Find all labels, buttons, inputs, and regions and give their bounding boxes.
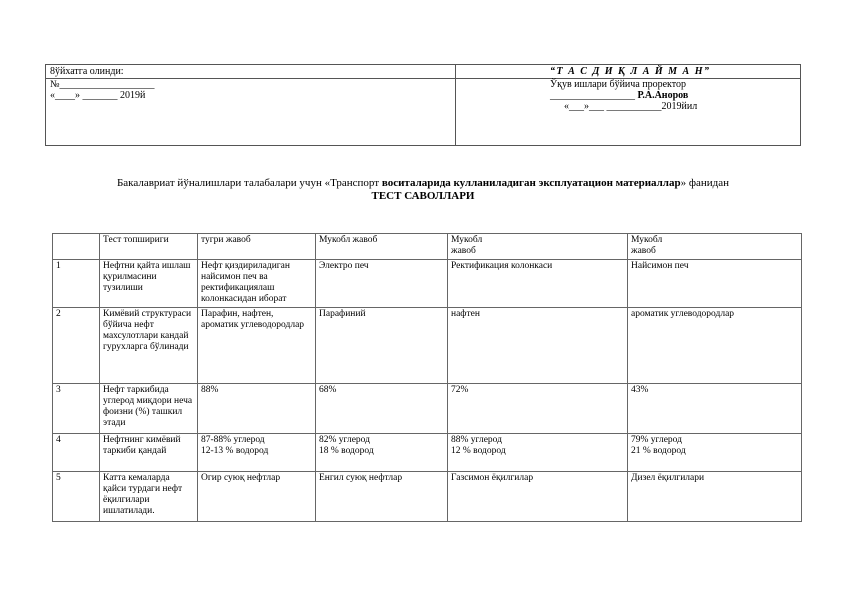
header-cell: Мукобл жавоб xyxy=(448,234,628,260)
table-row xyxy=(53,260,802,308)
registration-block xyxy=(46,65,456,145)
header-cell: Тест топшириги xyxy=(100,234,198,260)
table-cell: Кимёвий структураси бўйича нефт махсулотлари кандай гурухларга бўлинади xyxy=(100,308,198,384)
table-header-row xyxy=(53,234,802,260)
table-cell: Дизел ёқилгилари xyxy=(628,472,802,522)
table-cell: 4 xyxy=(53,434,100,472)
table-cell: 5 xyxy=(53,472,100,522)
approver-name: Р.А.Аноров xyxy=(637,90,689,101)
table-cell: 82% углерод 18 % водород xyxy=(316,434,448,472)
title-line-1 xyxy=(45,177,801,190)
table-cell: Найсимон печ xyxy=(628,260,802,308)
table-cell: ароматик углеводородлар xyxy=(628,308,802,384)
table-cell: Огир суюқ нефтлар xyxy=(198,472,316,522)
table-cell: Электро печ xyxy=(316,260,448,308)
table-cell: Парафин, нафтен, ароматик углеводородлар xyxy=(198,308,316,384)
table-cell: Нефтнинг кимёвий таркиби қандай xyxy=(100,434,198,472)
table-cell: 72% xyxy=(448,384,628,434)
table-cell: 2 xyxy=(53,308,100,384)
table-row xyxy=(53,384,802,434)
header-cell xyxy=(53,234,100,260)
table-cell: 79% углерод 21 % водород xyxy=(628,434,802,472)
title-line-2: ТЕСТ САВОЛЛАРИ xyxy=(371,190,475,202)
table-row xyxy=(53,472,802,522)
table-cell: 1 xyxy=(53,260,100,308)
document-title xyxy=(45,177,801,203)
signature-line: _________________ xyxy=(550,90,638,101)
table-cell: Нефт таркибида углерод миқдори неча фоизни (%) ташкил этади xyxy=(100,384,198,434)
table-cell: Нефт қиздириладиган найсимон печ ва ректификациялаш колонкасидан иборат xyxy=(198,260,316,308)
table-cell: 68% xyxy=(316,384,448,434)
title-subject: воситаларида кулланиладиган эксплуатацион материаллар xyxy=(381,177,681,189)
approval-date: «___»___ ___________2019йил xyxy=(564,101,698,112)
table-cell: 3 xyxy=(53,384,100,434)
table-cell: 87-88% углерод 12-13 % водород xyxy=(198,434,316,472)
table-row xyxy=(53,434,802,472)
approval-block xyxy=(456,65,800,145)
approval-title: “Т А С Д И Қ Л А Й М А Н” xyxy=(456,65,800,79)
header-cell: Мукобл жавоб xyxy=(316,234,448,260)
table-cell: Парафиний xyxy=(316,308,448,384)
approver-signature xyxy=(456,90,800,101)
registration-date: «____» _______ 2019й xyxy=(50,90,146,101)
title-prefix: Бакалавриат йўналишлари талабалари учун «Транспорт xyxy=(116,177,382,189)
approver-position: Ўқув ишлари бўйича проректор xyxy=(550,79,687,90)
table-cell: нафтен xyxy=(448,308,628,384)
table-row xyxy=(53,308,802,384)
test-questions-table xyxy=(52,233,802,522)
table-cell: Газсимон ёқилгилар xyxy=(448,472,628,522)
header-cell: тугри жавоб xyxy=(198,234,316,260)
registration-label: 8ўйхатга олинди: xyxy=(46,65,455,79)
title-suffix: » фанидан xyxy=(680,177,730,189)
table-cell: Нефтни қайта ишлаш қурилмасини тузилиши xyxy=(100,260,198,308)
table-cell: 43% xyxy=(628,384,802,434)
table-cell: Енгил суюқ нефтлар xyxy=(316,472,448,522)
table-cell: Ректификация колонкаси xyxy=(448,260,628,308)
table-cell: 88% xyxy=(198,384,316,434)
table-cell: Катта кемаларда қайси турдаги нефт ёқилгилари ишлатилади. xyxy=(100,472,198,522)
header-cell: Мукобл жавоб xyxy=(628,234,802,260)
approval-header xyxy=(45,64,801,146)
registration-number: №___________________ xyxy=(50,79,155,90)
table-body xyxy=(53,234,802,522)
table-cell: 88% углерод 12 % водород xyxy=(448,434,628,472)
